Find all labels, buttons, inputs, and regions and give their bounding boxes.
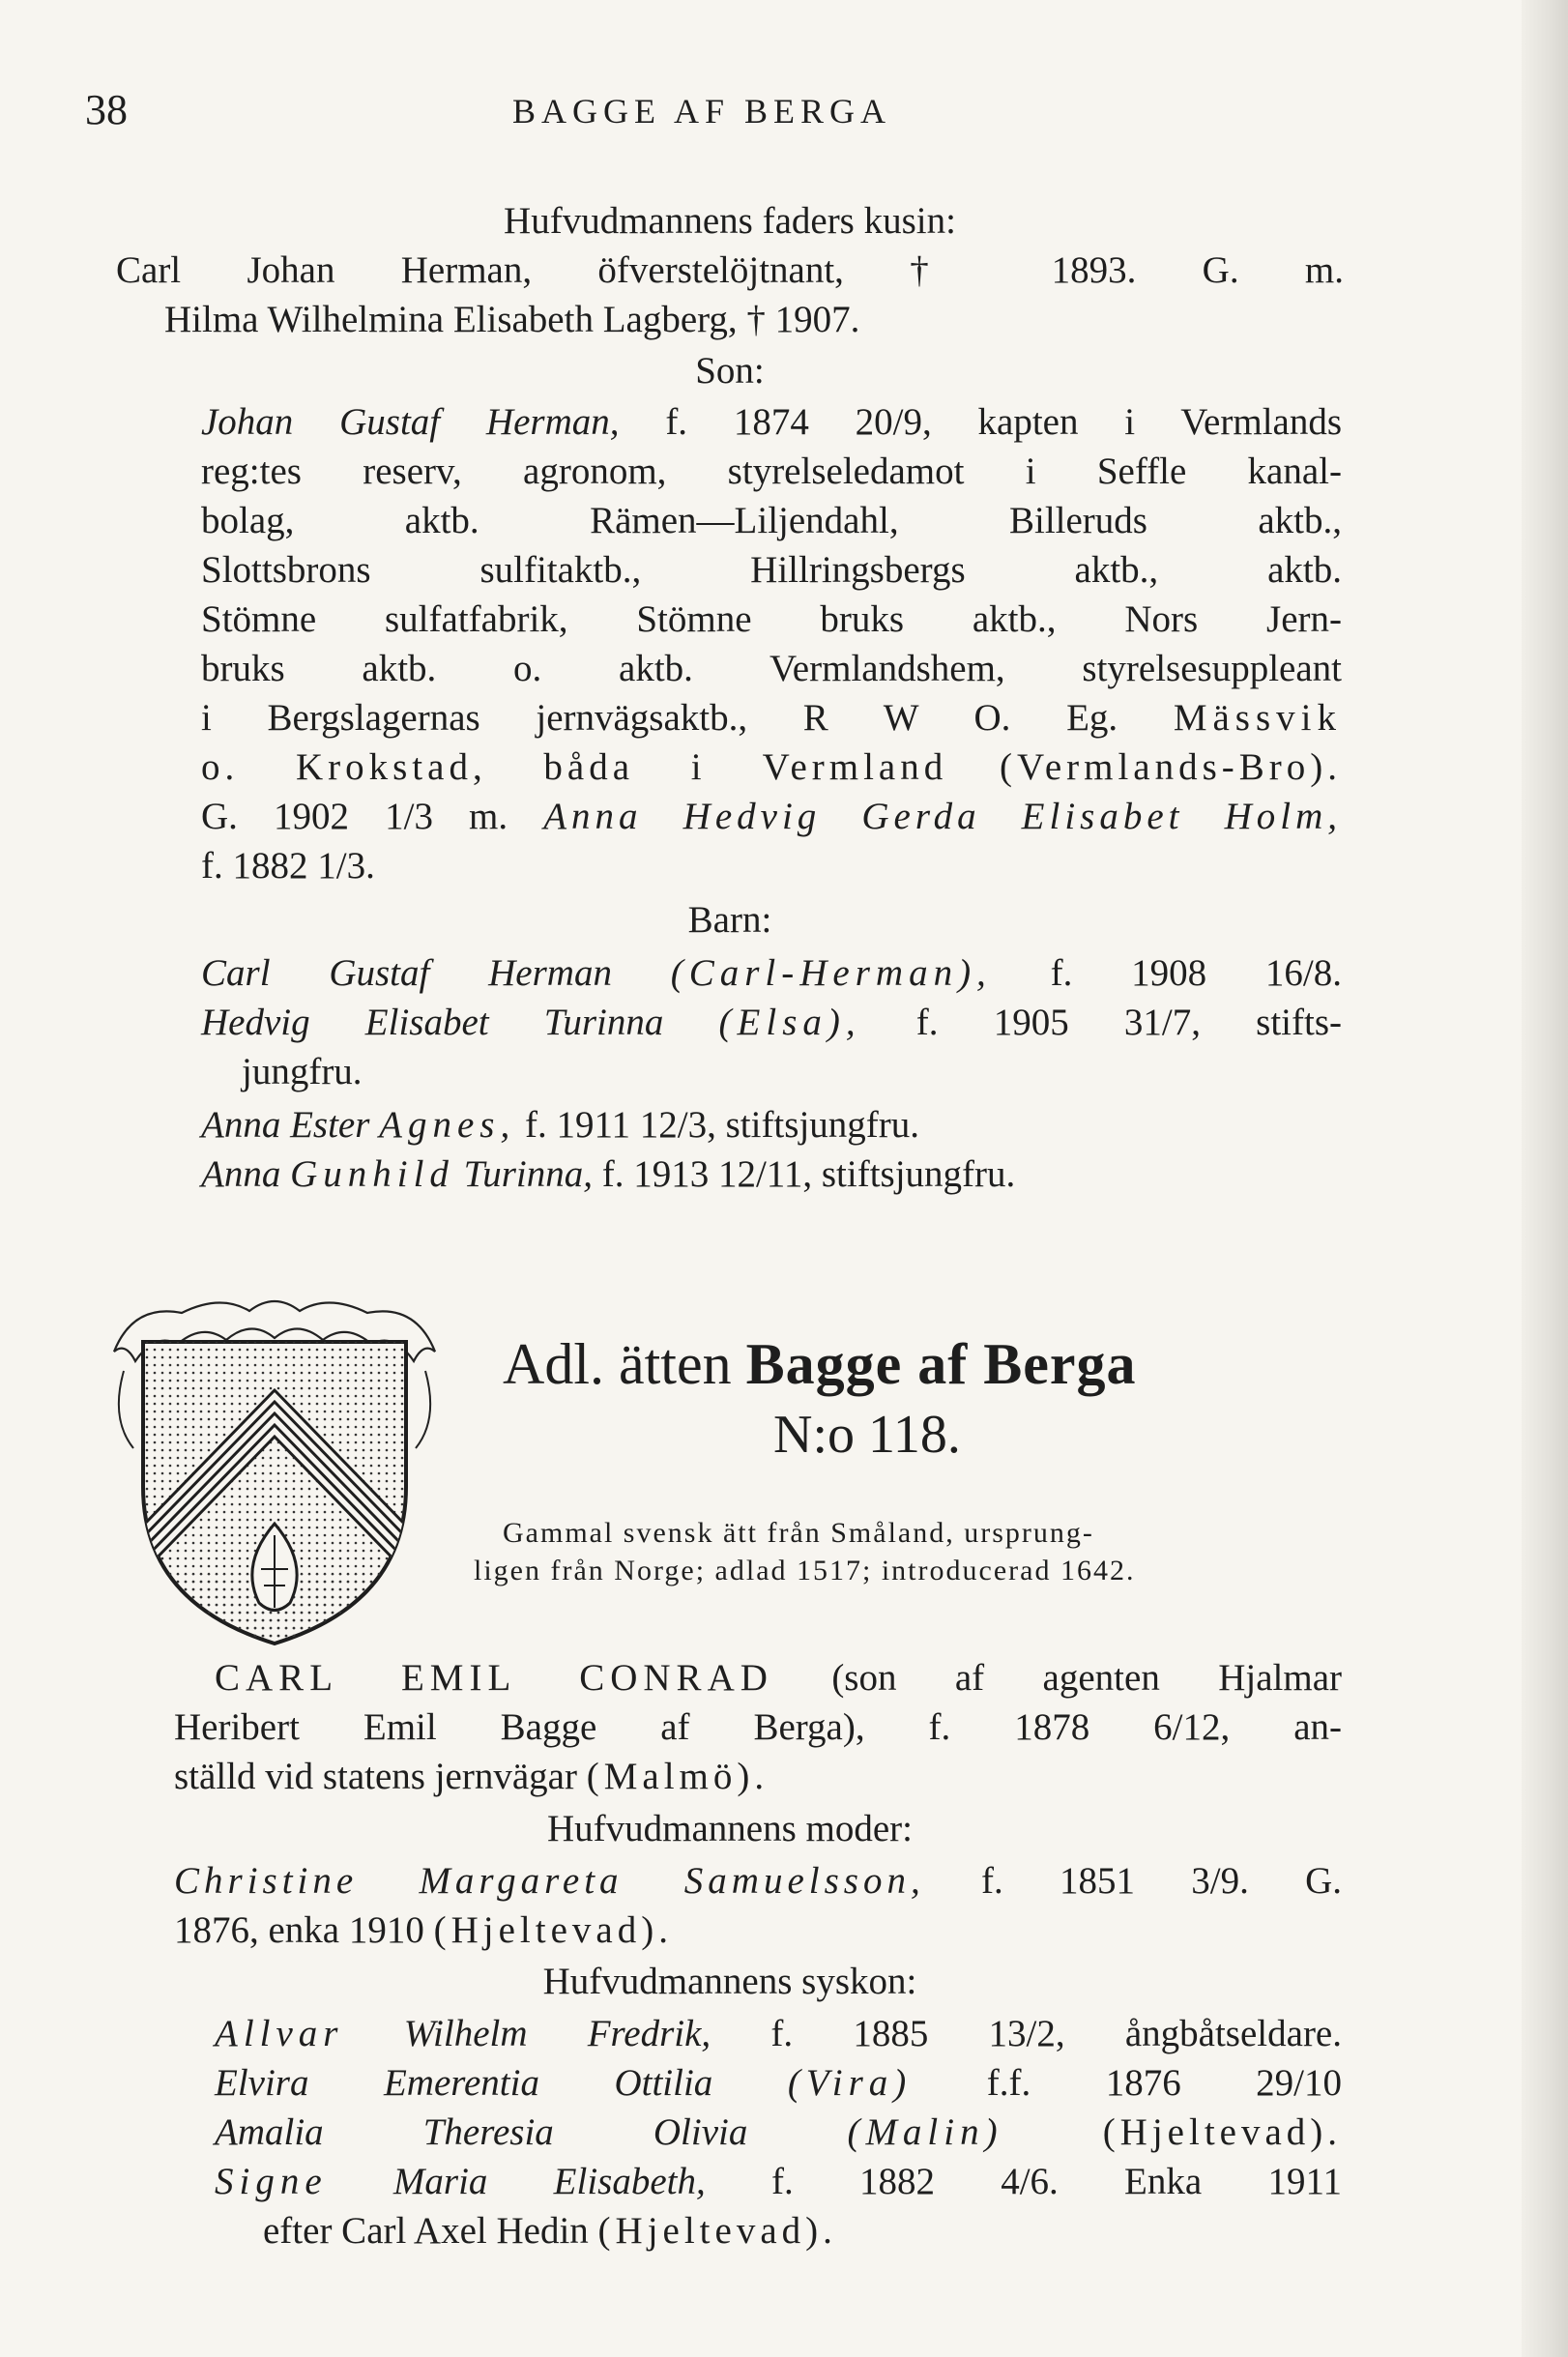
page-edge-shadow <box>1522 0 1568 2357</box>
family-title <box>503 1329 1295 1399</box>
head-name: CARL EMIL CONRAD <box>215 1657 773 1699</box>
child-4-name: Anna <box>201 1153 281 1195</box>
sibling-1-first: Allvar <box>215 2013 344 2054</box>
sibling-2-names: Elvira Emerentia Ottilia <box>215 2062 713 2104</box>
son-line-7-a: i Bergslagernas jernvägsaktb., R W O. Eg. <box>201 697 1118 739</box>
child-2-nickname: (Elsa), <box>718 1002 861 1043</box>
page-number: 38 <box>85 86 128 133</box>
child-1-nickname: (Carl-Herman), <box>670 952 992 994</box>
head-line-1 <box>215 1655 1342 1702</box>
running-title: BAGGE AF BERGA <box>512 92 892 131</box>
child-3-spaced-name: Agnes, <box>379 1104 516 1146</box>
heading-son: Son: <box>695 350 765 392</box>
head-place: (Malmö). <box>586 1756 769 1797</box>
son-line-8 <box>201 744 1342 791</box>
son-line-4: Slottsbrons sulfitaktb., Hillringsbergs aktb., aktb. <box>201 549 1342 591</box>
mother-line-1 <box>174 1858 1342 1905</box>
cousin-line-1: Carl Johan Herman, öfverstelöjtnant, † 1893. G. m. <box>116 249 1344 291</box>
family-title-prefix: Adl. ätten <box>503 1332 732 1396</box>
son-line-5: Stömne sulfatfabrik, Stömne bruks aktb., Nors Jern- <box>201 598 1342 640</box>
child-1-birth: f. 1908 16/8. <box>1050 952 1343 994</box>
heading-cousin: Hufvudmannens faders kusin: <box>504 200 956 242</box>
sibling-1-names: Wilhelm Fredrik, <box>403 2013 711 2054</box>
sibling-4-husband: efter Carl Axel Hedin <box>263 2210 589 2252</box>
child-3 <box>201 1102 919 1149</box>
son-name: Johan Gustaf Herman, <box>201 401 620 443</box>
mother-name: Christine Margareta Samuelsson, <box>174 1860 925 1902</box>
son-line-9 <box>201 794 1342 840</box>
sibling-4-first: Signe <box>215 2161 328 2202</box>
sibling-1 <box>215 2011 1342 2057</box>
son-line-1 <box>201 399 1342 446</box>
sibling-3-place: (Hjeltevad). <box>1102 2111 1343 2153</box>
head-occupation: ställd vid statens jernvägar <box>174 1756 577 1797</box>
child-2-birth: f. 1905 31/7, stifts- <box>915 1002 1342 1043</box>
child-2-name: Hedvig Elisabet Turinna <box>201 1002 664 1043</box>
mother-line-2 <box>174 1907 673 1954</box>
child-4-name-2: Turinna, <box>463 1153 593 1195</box>
son-line-1-rest: f. 1874 20/9, kapten i Vermlands <box>665 401 1343 443</box>
child-4 <box>201 1151 1015 1198</box>
child-1-name: Carl Gustaf Herman <box>201 952 612 994</box>
son-line-8-a: o. Krokstad, båda i Vermland <box>201 746 948 788</box>
mother-birth: f. 1851 3/9. G. <box>980 1860 1342 1902</box>
sibling-1-birth: f. 1885 13/2, ångbåtseldare. <box>770 2013 1342 2054</box>
son-line-6: bruks aktb. o. aktb. Vermlandshem, styrelsesuppleant <box>201 648 1342 689</box>
mother-widow: 1876, enka 1910 <box>174 1909 424 1951</box>
family-number: N:o 118. <box>773 1405 961 1465</box>
sibling-2-nickname: (Vira) <box>787 2062 913 2104</box>
child-1 <box>201 950 1342 997</box>
coat-of-arms-icon <box>104 1284 445 1651</box>
sibling-4-birth: f. 1882 4/6. Enka 1911 <box>770 2161 1342 2202</box>
family-note-2: ligen från Norge; adlad 1517; introducerad 1642. <box>474 1555 1136 1586</box>
sibling-3-nickname: (Malin) <box>847 2111 1003 2153</box>
wife-name: Anna Hedvig Gerda Elisabet Holm, <box>543 796 1342 837</box>
sibling-4-names: Maria Elisabeth, <box>392 2161 706 2202</box>
heading-mother: Hufvudmannens moder: <box>546 1808 913 1849</box>
sibling-4-place: (Hjeltevad). <box>597 2210 837 2252</box>
mother-place: (Hjeltevad). <box>433 1909 673 1951</box>
child-2 <box>201 1000 1342 1046</box>
family-title-name: Bagge af Berga <box>745 1332 1137 1396</box>
sibling-4-cont <box>263 2208 837 2255</box>
son-line-10: f. 1882 1/3. <box>201 845 375 887</box>
child-3-birth: f. 1911 12/3, stiftsjungfru. <box>524 1104 920 1146</box>
son-line-7 <box>201 695 1342 742</box>
heading-siblings: Hufvudmannens syskon: <box>542 1961 917 2002</box>
marriage-date: G. 1902 1/3 m. <box>201 796 508 837</box>
son-line-3: bolag, aktb. Rämen—Liljendahl, Billeruds aktb., <box>201 500 1342 541</box>
child-3-name: Anna Ester <box>201 1104 370 1146</box>
child-4-birth: f. 1913 12/11, stiftsjungfru. <box>601 1153 1016 1195</box>
head-line-3 <box>174 1754 769 1800</box>
child-2-cont: jungfru. <box>242 1051 363 1092</box>
heading-children: Barn: <box>687 899 772 941</box>
son-line-2: reg:tes reserv, agronom, styrelseledamot i Seffle kanal- <box>201 451 1342 492</box>
sibling-2-birth: f.f. 1876 29/10 <box>986 2062 1343 2104</box>
sibling-3-names: Amalia Theresia Olivia <box>215 2111 748 2153</box>
sibling-2 <box>215 2060 1342 2107</box>
family-note-1: Gammal svensk ätt från Småland, ursprung- <box>503 1517 1094 1549</box>
child-4-spaced-name: Gunhild <box>290 1153 454 1195</box>
son-line-8-b: (Vermlands-Bro). <box>999 746 1342 788</box>
sibling-4 <box>215 2159 1342 2205</box>
estate-name: Mässvik <box>1173 697 1342 739</box>
sibling-3 <box>215 2110 1342 2156</box>
cousin-line-2: Hilma Wilhelmina Elisabeth Lagberg, † 1907. <box>164 299 860 340</box>
head-parentage: (son af agenten Hjalmar <box>831 1657 1342 1699</box>
head-line-2: Heribert Emil Bagge af Berga), f. 1878 6/12, an- <box>174 1706 1342 1748</box>
